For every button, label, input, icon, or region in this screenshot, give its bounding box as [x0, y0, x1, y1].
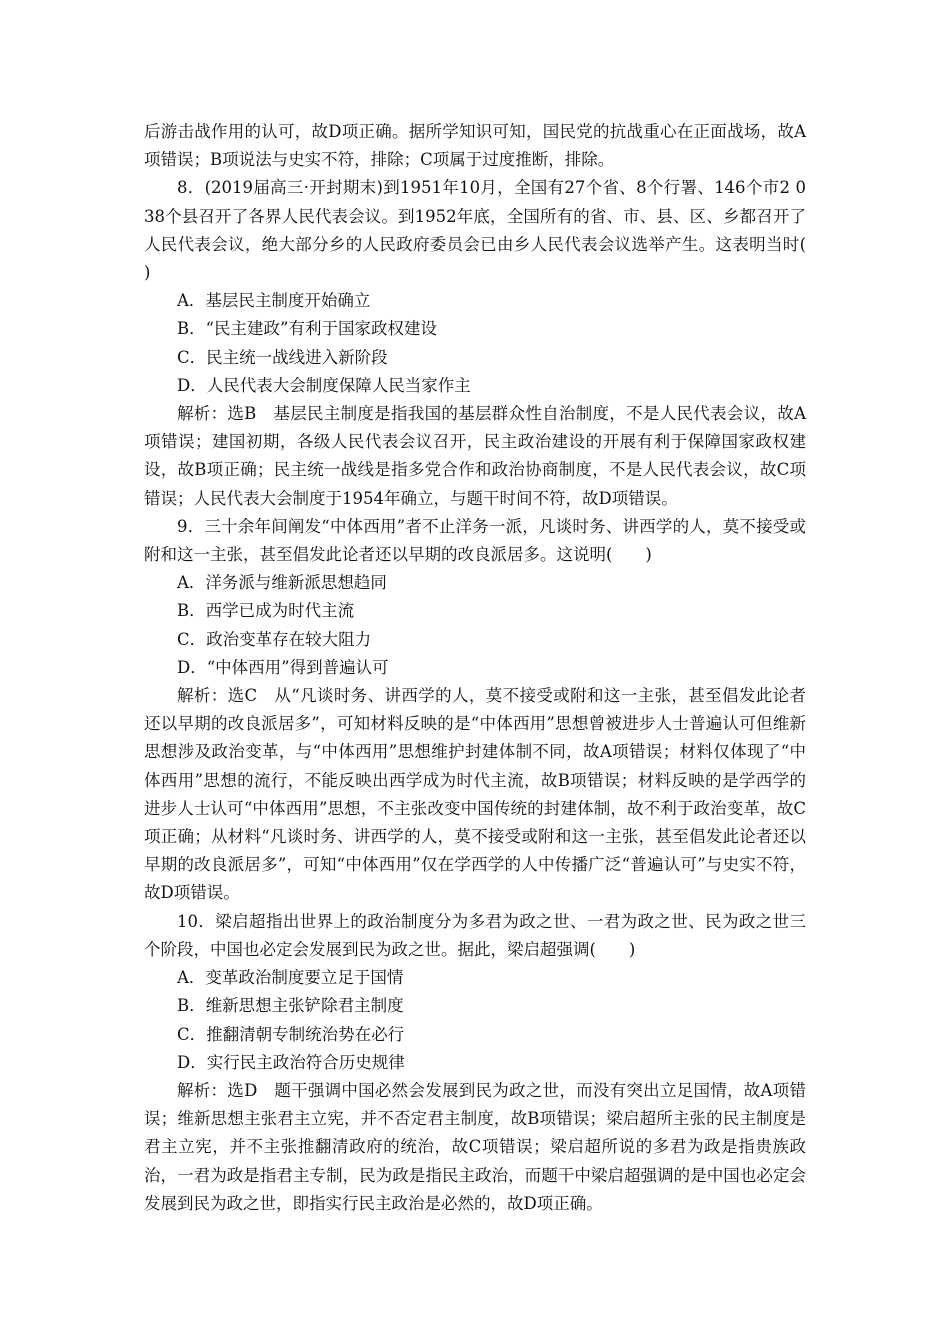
question-9-stem: 9．三十余年间阐发“中体西用”者不止洋务一派，凡谈时务、讲西学的人，莫不接受或附和这一主张，甚至倡发此论者还以早期的改良派居多。这说明( ) [144, 516, 806, 565]
question-9 [144, 513, 806, 908]
question-8-option-c: C．民主统一战线进入新阶段 [177, 347, 388, 367]
question-10 [144, 908, 806, 1218]
question-8-analysis: 解析：选B 基层民主制度是指我国的基层群众性自治制度，不是人民代表会议，故A项错误；建国初期，各级人民代表会议召开，民主政治建设的开展有利于保障国家政权建设，故B项正确；民主统一战线是指多党合作和政治协商制度，不是人民代表会议，故C项错误；人民代表大会制度于1954年确立，与题干时间不符，故D项错误。 [144, 404, 806, 508]
question-9-option-c: C．政治变革存在较大阻力 [177, 629, 372, 649]
question-10-analysis: 解析：选D 题干强调中国必然会发展到民为政之世，而没有突出立足国情，故A项错误；维新思想主张君主立宪，并不否定君主制度，故B项错误；梁启超所主张的民主制度是君主立宪，并不主张推翻清政府的统治，故C项错误；梁启超所说的多君为政是指贵族政治，一君为政是指君主专制，民为政是指民主政治，而题干中梁启超强调的是中国也必定会发展到民为政之世，即指实行民主政治是必然的，故D项正确。 [144, 1080, 806, 1213]
question-10-option-a: A．变革政治制度要立足于国情 [177, 968, 404, 988]
document-body [144, 118, 839, 1218]
question-9-option-d: D．“中体西用”得到普遍认可 [177, 657, 389, 677]
question-10-option-b: B．维新思想主张铲除君主制度 [177, 996, 404, 1016]
question-10-stem: 10．梁启超指出世界上的政治制度分为多君为政之世、一君为政之世、民为政之世三个阶段，中国也必定会发展到民为政之世。据此，梁启超强调( ) [144, 911, 806, 959]
previous-analysis-tail: 后游击战作用的认可，故D项正确。据所学知识可知，国民党的抗战重心在正面战场，故A项错误；B项说法与史实不符，排除；C项属于过度推断，排除。 [144, 122, 806, 170]
question-8-option-b: B．“民主建政”有利于国家政权建设 [177, 319, 437, 339]
question-9-option-a: A．洋务派与维新派思想趋同 [177, 573, 387, 593]
question-9-option-b: B．西学已成为时代主流 [177, 601, 355, 621]
question-8 [144, 174, 839, 512]
question-8-option-a: A．基层民主制度开始确立 [177, 291, 371, 311]
question-10-option-c: C．推翻清朝专制统治势在必行 [177, 1024, 405, 1044]
question-10-option-d: D．实行民主政治符合历史规律 [177, 1052, 405, 1072]
question-8-stem: 8．(2019届高三·开封期末)到1951年10月，全国有27个省、8个行署、146个市2 038个县召开了各界人民代表会议。到1952年底，全国所有的省、市、县、区、乡都召开了人民代表会议，绝大部分乡的人民政府委员会已由乡人民代表会议选举产生。这表明当时( ) [144, 178, 839, 283]
question-9-analysis: 解析：选C 从“凡谈时务、讲西学的人，莫不接受或附和这一主张，甚至倡发此论者还以早期的改良派居多”，可知材料反映的是“中体西用”思想曾被进步人士普遍认可但维新思想涉及政治变革，与“中体西用”思想维护封建体制不同，故A项错误；材料仅体现了“中体西用”思想的流行，不能反映出西学成为时代主流，故B项错误；材料反映的是学西学的进步人士认可“中体西用”思想，不主张改变中国传统的封建体制，故不利于政治变革，故C项正确；从材料“凡谈时务、讲西学的人，莫不接受或附和这一主张，甚至倡发此论者还以早期的改良派居多”，可知“中体西用”仅在学西学的人中传播广泛“普遍认可”与史实不符，故D项错误。 [144, 686, 806, 903]
question-8-option-d: D．人民代表大会制度保障人民当家作主 [177, 375, 471, 395]
